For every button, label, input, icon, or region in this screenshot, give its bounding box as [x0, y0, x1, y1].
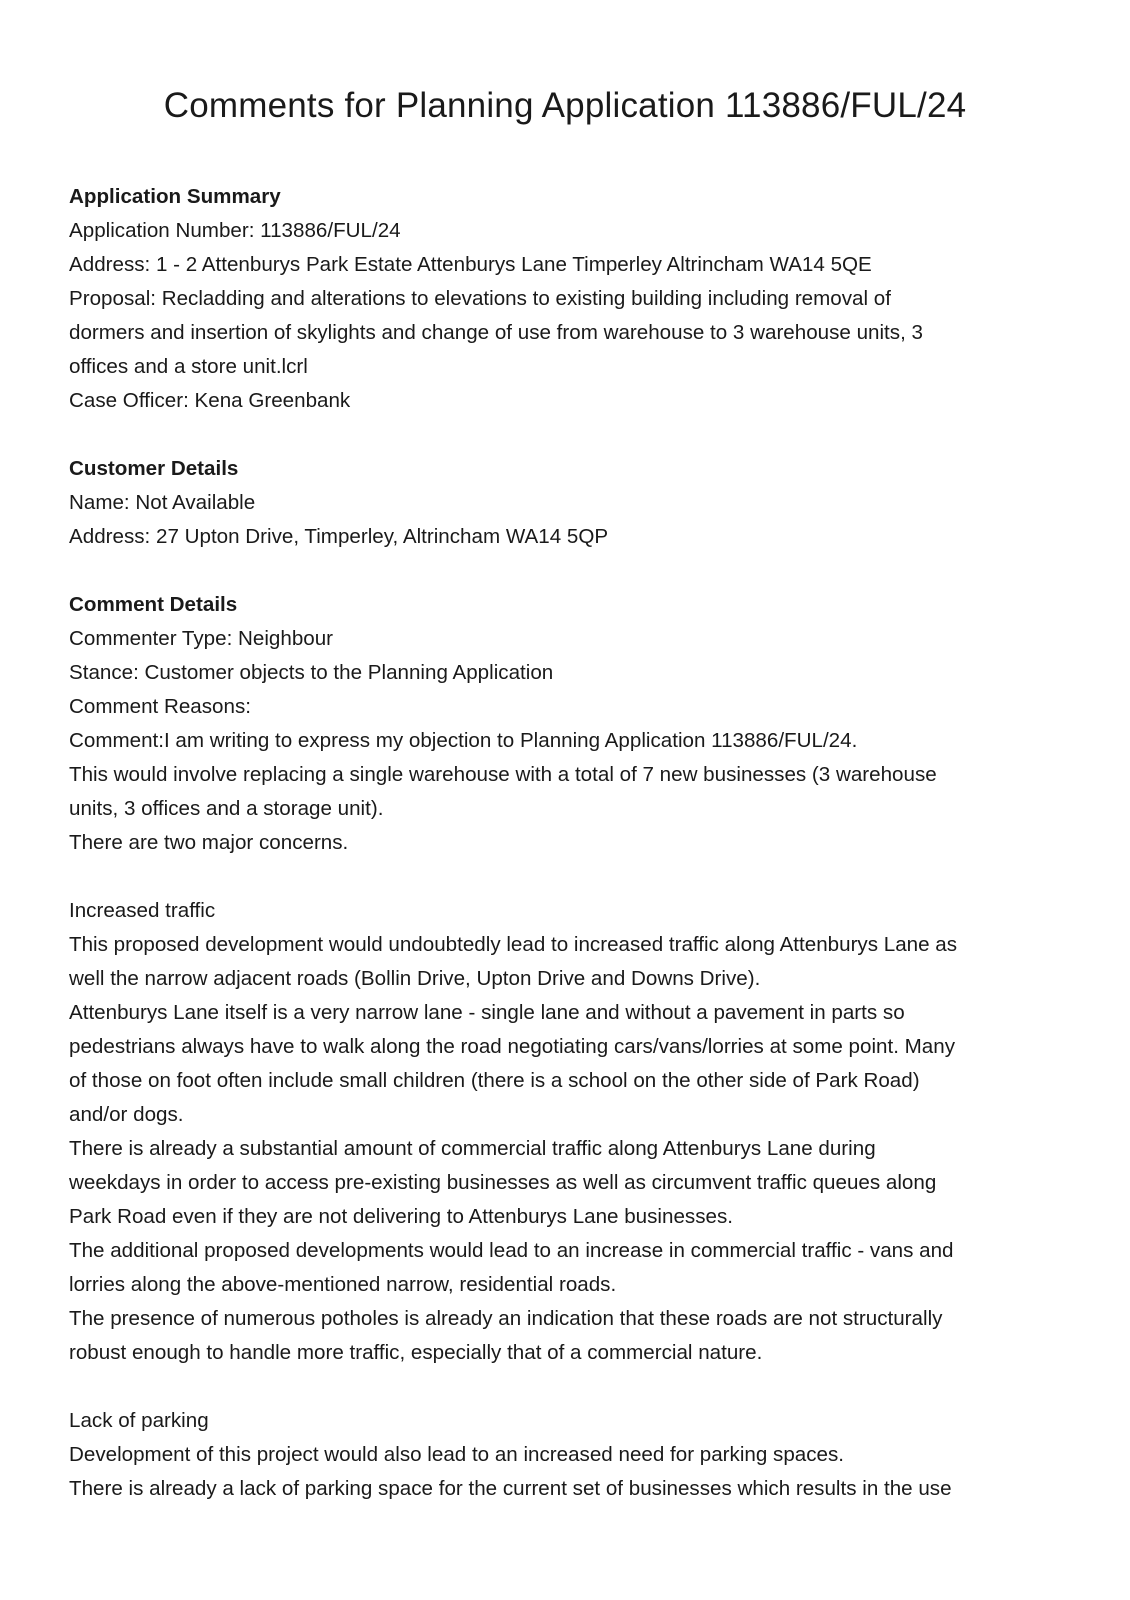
traffic-line: robust enough to handle more traffic, especially that of a commercial nature.	[69, 1341, 763, 1364]
customer-details-heading: Customer Details	[69, 457, 239, 480]
traffic-section	[69, 894, 1069, 1370]
comment-line: Comment:I am writing to express my objection to Planning Application 113886/FUL/24.	[69, 729, 858, 752]
spacer	[69, 418, 1069, 452]
spacer	[69, 1370, 1069, 1404]
parking-line: There is already a lack of parking space for the current set of businesses which results in the use	[69, 1477, 952, 1500]
traffic-line: lorries along the above-mentioned narrow, residential roads.	[69, 1273, 617, 1296]
spacer	[69, 554, 1069, 588]
stance: Stance: Customer objects to the Planning Application	[69, 661, 554, 684]
proposal-line: offices and a store unit.lcrl	[69, 355, 308, 378]
comment-line: There are two major concerns.	[69, 831, 349, 854]
case-officer: Case Officer: Kena Greenbank	[69, 389, 351, 412]
traffic-line: This proposed development would undoubtedly lead to increased traffic along Attenburys Lane as	[69, 933, 958, 956]
spacer	[69, 860, 1069, 894]
traffic-line: well the narrow adjacent roads (Bollin Drive, Upton Drive and Downs Drive).	[69, 967, 761, 990]
traffic-line: Park Road even if they are not delivering to Attenburys Lane businesses.	[69, 1205, 733, 1228]
comment-details-section	[69, 588, 1069, 860]
traffic-heading: Increased traffic	[69, 899, 216, 922]
customer-details-section	[69, 452, 1069, 554]
application-summary-section	[69, 180, 1069, 418]
traffic-line: There is already a substantial amount of commercial traffic along Attenburys Lane during	[69, 1137, 876, 1160]
comment-line: This would involve replacing a single warehouse with a total of 7 new businesses (3 warehouse	[69, 763, 937, 786]
application-number: Application Number: 113886/FUL/24	[69, 219, 401, 242]
commenter-type: Commenter Type: Neighbour	[69, 627, 334, 650]
traffic-line: of those on foot often include small children (there is a school on the other side of Park Road)	[69, 1069, 920, 1092]
comment-reasons: Comment Reasons:	[69, 695, 251, 718]
application-summary-heading: Application Summary	[69, 185, 281, 208]
comment-line: units, 3 offices and a storage unit).	[69, 797, 384, 820]
customer-address: Address: 27 Upton Drive, Timperley, Altrincham WA14 5QP	[69, 525, 609, 548]
parking-heading: Lack of parking	[69, 1409, 209, 1432]
traffic-line: The presence of numerous potholes is already an indication that these roads are not structurally	[69, 1307, 943, 1330]
comment-details-heading: Comment Details	[69, 593, 238, 616]
parking-line: Development of this project would also lead to an increased need for parking spaces.	[69, 1443, 845, 1466]
parking-section	[69, 1404, 1069, 1506]
traffic-line: Attenburys Lane itself is a very narrow lane - single lane and without a pavement in parts so	[69, 1001, 905, 1024]
document-body	[69, 180, 1069, 1506]
proposal-line: dormers and insertion of skylights and change of use from warehouse to 3 warehouse units, 3	[69, 321, 923, 344]
proposal-line: Proposal: Recladding and alterations to elevations to existing building including removal of	[69, 287, 891, 310]
customer-name: Name: Not Available	[69, 491, 256, 514]
traffic-line: pedestrians always have to walk along the road negotiating cars/vans/lorries at some point. Many	[69, 1035, 956, 1058]
traffic-line: The additional proposed developments would lead to an increase in commercial traffic - vans and	[69, 1239, 954, 1262]
page-title: Comments for Planning Application 113886/FUL/24	[163, 86, 967, 125]
traffic-line: weekdays in order to access pre-existing businesses as well as circumvent traffic queues along	[69, 1171, 937, 1194]
application-address: Address: 1 - 2 Attenburys Park Estate Attenburys Lane Timperley Altrincham WA14 5QE	[69, 253, 872, 276]
traffic-line: and/or dogs.	[69, 1103, 184, 1126]
